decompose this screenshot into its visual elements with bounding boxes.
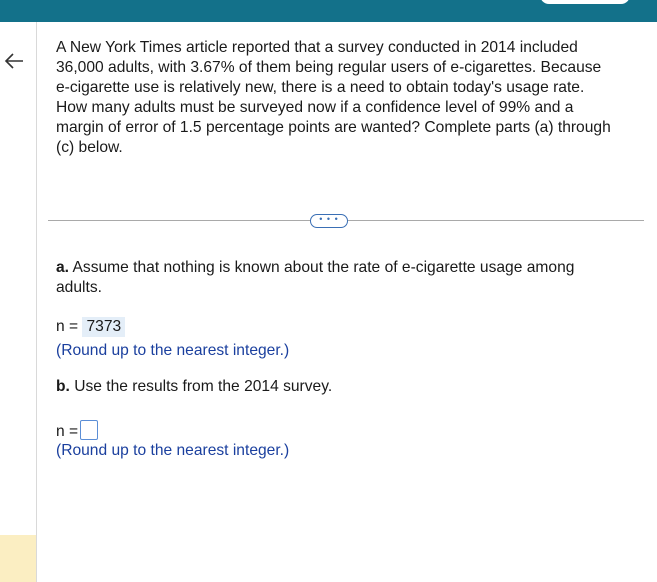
part-b-hint: (Round up to the nearest integer.) (56, 442, 290, 459)
question-line: (c) below. (56, 139, 123, 156)
part-a-hint: (Round up to the nearest integer.) (56, 342, 290, 359)
part-b-prompt (56, 377, 332, 397)
top-bar-button[interactable] (540, 0, 630, 4)
part-a-text-line: adults. (56, 279, 102, 296)
part-b-answer-row (56, 422, 98, 442)
question-line: e-cigarette use is relatively new, there is a need to obtain today's usage rate. (56, 79, 585, 96)
part-a-answer-field[interactable]: 7373 (82, 317, 125, 337)
question-line: 36,000 adults, with 3.67% of them being regular users of e-cigarettes. Because (56, 59, 602, 76)
part-a-prompt (56, 258, 646, 298)
question-text (56, 38, 646, 158)
part-b-label: b. (56, 378, 70, 395)
part-b-text: Use the results from the 2014 survey. (74, 378, 333, 395)
expand-more-button[interactable]: • • • (310, 214, 348, 228)
top-bar (0, 0, 657, 22)
question-line: margin of error of 1.5 percentage points are wanted? Complete parts (a) through (56, 119, 611, 136)
question-line: A New York Times article reported that a survey conducted in 2014 included (56, 39, 578, 56)
part-a-label: a. (56, 259, 70, 276)
left-gutter (0, 22, 37, 582)
part-b-answer-prefix: n = (56, 423, 79, 441)
part-b-answer-input[interactable] (80, 420, 98, 440)
back-arrow-icon[interactable] (3, 50, 25, 72)
part-a-answer-prefix: n = (56, 318, 79, 335)
part-a-answer-row (56, 317, 125, 337)
part-a-text-line: Assume that nothing is known about the rate of e-cigarette usage among (72, 259, 575, 276)
question-line: How many adults must be surveyed now if a confidence level of 99% and a (56, 99, 574, 116)
gutter-highlight (0, 535, 36, 582)
